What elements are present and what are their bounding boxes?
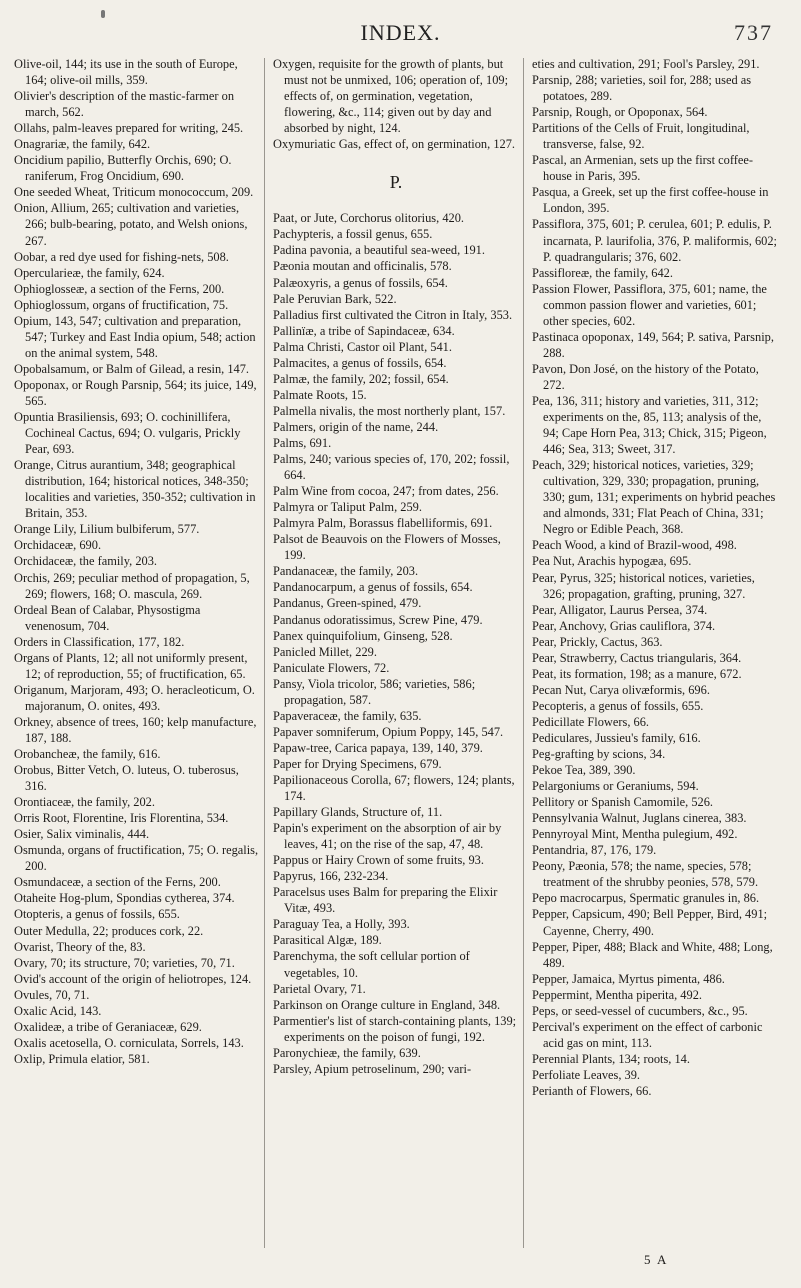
index-entry: Palmyra or Taliput Palm, 259. bbox=[273, 500, 422, 515]
section-letter: P. bbox=[389, 172, 403, 193]
index-entry: Pear, Anchovy, Grias cauliflora, 374. bbox=[532, 618, 716, 633]
index-entry: Pappus or Hairy Crown of some fruits, 93. bbox=[273, 853, 484, 868]
index-entry: Oxalideæ, a tribe of Geraniaceæ, 629. bbox=[14, 1019, 202, 1034]
index-entry: Perennial Plants, 134; roots, 14. bbox=[532, 1051, 690, 1066]
index-column-1 bbox=[14, 56, 260, 1067]
index-entry: Oxalic Acid, 143. bbox=[14, 1003, 102, 1018]
index-entry: Pear, Prickly, Cactus, 363. bbox=[532, 634, 663, 649]
index-entry: Ovary, 70; its structure, 70; varieties, 70, 71. bbox=[14, 955, 235, 970]
index-entry: Ovid's account of the origin of heliotropes, 124. bbox=[14, 971, 252, 986]
index-entry: Ovarist, Theory of the, 83. bbox=[14, 939, 146, 954]
index-entry: Palmate Roots, 15. bbox=[273, 387, 367, 402]
index-entry: Pandanus odoratissimus, Screw Pine, 479. bbox=[273, 612, 483, 627]
index-entry: Oxalis acetosella, O. corniculata, Sorrels, 143. bbox=[14, 1035, 244, 1050]
index-entry: Parenchyma, the soft cellular portion of vegetables, 10. bbox=[273, 949, 470, 980]
index-entry: Ophioglosseæ, a section of the Ferns, 200. bbox=[14, 281, 225, 296]
printer-signature: 5 A bbox=[644, 1252, 669, 1267]
index-entry: Onagrariæ, the family, 642. bbox=[14, 137, 151, 152]
index-entry: Ollahs, palm-leaves prepared for writing, 245. bbox=[14, 121, 244, 136]
index-entry: Pekoe Tea, 389, 390. bbox=[532, 763, 636, 778]
index-entry: Palma Christi, Castor oil Plant, 541. bbox=[273, 339, 452, 354]
index-entry: Palæoxyris, a genus of fossils, 654. bbox=[273, 275, 448, 290]
index-entry: Palladius first cultivated the Citron in Italy, 353. bbox=[273, 307, 513, 322]
index-entry: Pandanaceæ, the family, 203. bbox=[273, 564, 419, 579]
index-entry: Orchis, 269; peculiar method of propagation, 5, 269; flowers, 168; O. mascula, 269. bbox=[14, 570, 250, 601]
index-column-2-top bbox=[273, 56, 519, 152]
column-divider bbox=[264, 58, 265, 1248]
index-entry: Palms, 691. bbox=[273, 435, 332, 450]
index-entry: Opobalsamum, or Balm of Gilead, a resin, 147. bbox=[14, 361, 250, 376]
index-entry: Pellitory or Spanish Camomile, 526. bbox=[532, 795, 714, 810]
index-entry: Paracelsus uses Balm for preparing the Elixir Vitæ, 493. bbox=[273, 885, 498, 916]
index-entry: Orris Root, Florentine, Iris Florentina, 534. bbox=[14, 811, 229, 826]
index-entry: Passifloreæ, the family, 642. bbox=[532, 265, 673, 280]
index-entry: Pandanus, Green-spined, 479. bbox=[273, 596, 422, 611]
index-entry: Origanum, Marjoram, 493; O. heracleoticum, O. majoranum, O. onites, 493. bbox=[14, 682, 255, 713]
index-entry: Pepper, Jamaica, Myrtus pimenta, 486. bbox=[532, 971, 725, 986]
index-entry: Parkinson on Orange culture in England, 348. bbox=[273, 997, 501, 1012]
index-entry: Pepper, Piper, 488; Black and White, 488; Long, 489. bbox=[532, 939, 773, 970]
index-entry: Orobus, Bitter Vetch, O. luteus, O. tuberosus, 316. bbox=[14, 763, 239, 794]
index-entry: Pear, Pyrus, 325; historical notices, varieties, 326; propagation, grafting, pruning, 327. bbox=[532, 570, 755, 601]
index-entry: Pea, 136, 311; history and varieties, 311, 312; experiments on the, 85, 113; analysis of the, 94; Cape Horn Pea, 313; Chick, 315; Pigeon, 446; Sea, 313; Sweet, 317. bbox=[532, 393, 767, 457]
index-column-3 bbox=[532, 56, 778, 1099]
index-entry: Peat, its formation, 198; as a manure, 672. bbox=[532, 666, 742, 681]
index-entry: Pavon, Don José, on the history of the Potato, 272. bbox=[532, 361, 759, 392]
index-entry: Paper for Drying Specimens, 679. bbox=[273, 756, 442, 771]
index-entry: Passiflora, 375, 601; P. cerulea, 601; P. edulis, P. incarnata, P. laurifolia, 376, P. maliformis, 602; P. quadrangularis; 376, 602. bbox=[532, 217, 778, 264]
index-entry: Perianth of Flowers, 66. bbox=[532, 1084, 652, 1098]
index-entry: Pedicillate Flowers, 66. bbox=[532, 714, 650, 729]
index-entry: Passion Flower, Passiflora, 375, 601; name, the common passion flower and varieties, 601; other species, 602. bbox=[532, 281, 767, 328]
index-entry: Otopteris, a genus of fossils, 655. bbox=[14, 907, 180, 922]
index-entry: Ordeal Bean of Calabar, Physostigma venenosum, 704. bbox=[14, 602, 201, 633]
page-number: 737 bbox=[734, 20, 773, 45]
index-entry: Osmundaceæ, a section of the Ferns, 200. bbox=[14, 875, 221, 890]
index-entry: Paronychieæ, the family, 639. bbox=[273, 1045, 421, 1060]
index-entry: Papin's experiment on the absorption of air by leaves, 41; on the rise of the sap, 47, 48. bbox=[273, 821, 502, 852]
index-entry: Osmunda, organs of fructification, 75; O. regalis, 200. bbox=[14, 843, 259, 874]
index-entry: eties and cultivation, 291; Fool's Parsley, 291. bbox=[532, 57, 760, 71]
index-entry: Organs of Plants, 12; all not uniformly present, 12; of reproduction, 55; of fructification, 65. bbox=[14, 650, 248, 681]
index-entry: Palms, 240; various species of, 170, 202; fossil, 664. bbox=[273, 452, 510, 483]
index-entry: Papillary Glands, Structure of, 11. bbox=[273, 805, 443, 820]
index-entry: Palmella nivalis, the most northerly plant, 157. bbox=[273, 403, 506, 418]
index-entry: Oobar, a red dye used for fishing-nets, 508. bbox=[14, 249, 229, 264]
index-entry: Padina pavonia, a beautiful sea-weed, 191. bbox=[273, 243, 485, 258]
index-entry: Paniculate Flowers, 72. bbox=[273, 660, 390, 675]
index-entry: Pale Peruvian Bark, 522. bbox=[273, 291, 397, 306]
index-entry: Percival's experiment on the effect of carbonic acid gas on mint, 113. bbox=[532, 1019, 763, 1050]
index-entry: Otaheite Hog-plum, Spondias cytherea, 374. bbox=[14, 891, 235, 906]
index-entry: Palmers, origin of the name, 244. bbox=[273, 419, 439, 434]
index-entry: Peps, or seed-vessel of cucumbers, &c., 95. bbox=[532, 1003, 748, 1018]
index-entry: Pachypteris, a fossil genus, 655. bbox=[273, 227, 433, 242]
index-entry: Pascal, an Armenian, sets up the first coffee-house in Paris, 395. bbox=[532, 153, 754, 184]
index-entry: Palsot de Beauvois on the Flowers of Mosses, 199. bbox=[273, 532, 501, 563]
index-entry: Oncidium papilio, Butterfly Orchis, 690; O. raniferum, Frog Oncidium, 690. bbox=[14, 153, 232, 184]
index-entry: Pear, Alligator, Laurus Persea, 374. bbox=[532, 602, 708, 617]
index-entry: Orders in Classification, 177, 182. bbox=[14, 634, 185, 649]
index-entry: Oxymuriatic Gas, effect of, on germination, 127. bbox=[273, 137, 516, 152]
index-entry: Olivier's description of the mastic-farmer on march, 562. bbox=[14, 89, 235, 120]
index-entry: Palmacites, a genus of fossils, 654. bbox=[273, 355, 447, 370]
index-entry: Pecopteris, a genus of fossils, 655. bbox=[532, 698, 704, 713]
index-entry: Peach, 329; historical notices, varieties, 329; cultivation, 329, 330; propagation, pruning, 330; gum, 131; experiments on hybrid peaches and almonds, 331; Flat Peach of China, 331; Negro or Edible Peach, 368. bbox=[532, 458, 776, 537]
index-entry: Peg-grafting by scions, 34. bbox=[532, 747, 666, 762]
index-entry: Pepo macrocarpus, Spermatic granules in, 86. bbox=[532, 891, 760, 906]
page-title: INDEX. bbox=[360, 20, 441, 45]
index-entry: Orobancheæ, the family, 616. bbox=[14, 747, 161, 762]
index-entry: Opercularieæ, the family, 624. bbox=[14, 265, 165, 280]
index-entry: Parsnip, 288; varieties, soil for, 288; used as potatoes, 289. bbox=[532, 73, 752, 104]
index-entry: Orchidaceæ, 690. bbox=[14, 538, 102, 553]
index-entry: Pennyroyal Mint, Mentha pulegium, 492. bbox=[532, 827, 738, 842]
index-entry: Oxygen, requisite for the growth of plants, but must not be unmixed, 106; operation of, 109; effects of, on germination, vegetation, flowering, &c., 114; given out by day and absorbed by night, 124. bbox=[273, 57, 509, 136]
index-entry: Peppermint, Mentha piperita, 492. bbox=[532, 987, 702, 1002]
index-entry: Papyrus, 166, 232-234. bbox=[273, 869, 389, 884]
index-column-2-bottom bbox=[273, 210, 519, 1077]
index-entry: Parsnip, Rough, or Opoponax, 564. bbox=[532, 105, 708, 120]
index-entry: Papaveraceæ, the family, 635. bbox=[273, 708, 422, 723]
index-entry: Orange, Citrus aurantium, 348; geographical distribution, 164; historical notices, 348-350; localities and varieties, 350-352; cultivation in Britain, 353. bbox=[14, 458, 256, 521]
index-entry: Partitions of the Cells of Fruit, longitudinal, transverse, false, 92. bbox=[532, 121, 750, 152]
index-entry: One seeded Wheat, Triticum monococcum, 209. bbox=[14, 185, 254, 200]
index-entry: Osier, Salix viminalis, 444. bbox=[14, 827, 150, 842]
index-entry: Pecan Nut, Carya olivæformis, 696. bbox=[532, 682, 710, 697]
index-entry: Pelargoniums or Geraniums, 594. bbox=[532, 779, 699, 794]
index-entry: Opoponax, or Rough Parsnip, 564; its juice, 149, 565. bbox=[14, 377, 257, 408]
index-entry: Papaw-tree, Carica papaya, 139, 140, 379. bbox=[273, 740, 483, 755]
index-entry: Palmæ, the family, 202; fossil, 654. bbox=[273, 371, 449, 386]
column-divider bbox=[523, 58, 524, 1248]
index-entry: Paat, or Jute, Corchorus olitorius, 420. bbox=[273, 211, 465, 226]
index-entry: Palm Wine from cocoa, 247; from dates, 256. bbox=[273, 484, 499, 499]
index-entry: Orange Lily, Lilium bulbiferum, 577. bbox=[14, 522, 200, 537]
index-entry: Panicled Millet, 229. bbox=[273, 644, 377, 659]
index-entry: Pallinïæ, a tribe of Sapindaceæ, 634. bbox=[273, 323, 455, 338]
index-entry: Olive-oil, 144; its use in the south of Europe, 164; olive-oil mills, 359. bbox=[14, 57, 238, 88]
index-entry: Papilionaceous Corolla, 67; flowers, 124; plants, 174. bbox=[273, 772, 515, 804]
index-entry: Parasitical Algæ, 189. bbox=[273, 933, 382, 948]
index-entry: Perfoliate Leaves, 39. bbox=[532, 1067, 641, 1082]
index-entry: Outer Medulla, 22; produces cork, 22. bbox=[14, 923, 204, 938]
index-entry: Pea Nut, Arachis hypogæa, 695. bbox=[532, 554, 692, 569]
index-entry: Peony, Pæonia, 578; the name, species, 578; treatment of the shrubby peonies, 578, 579. bbox=[532, 859, 759, 890]
index-entry: Orchidaceæ, the family, 203. bbox=[14, 554, 158, 569]
index-entry: Parsley, Apium petroselinum, 290; vari- bbox=[273, 1061, 472, 1076]
index-entry: Pennsylvania Walnut, Juglans cinerea, 383. bbox=[532, 811, 747, 826]
index-column-2 bbox=[273, 56, 519, 1077]
index-entry: Pediculares, Jussieu's family, 616. bbox=[532, 730, 701, 745]
index-entry: Pentandria, 87, 176, 179. bbox=[532, 843, 657, 858]
index-entry: Palmyra Palm, Borassus flabelliformis, 691. bbox=[273, 516, 493, 531]
index-entry: Peach Wood, a kind of Brazil-wood, 498. bbox=[532, 538, 737, 553]
index-entry: Panex quinquifolium, Ginseng, 528. bbox=[273, 628, 453, 643]
index-entry: Pear, Strawberry, Cactus triangularis, 364. bbox=[532, 650, 742, 665]
page-edge-mark bbox=[101, 10, 105, 18]
index-entry: Oxlip, Primula elatior, 581. bbox=[14, 1051, 150, 1066]
index-entry: Ovules, 70, 71. bbox=[14, 987, 90, 1002]
index-entry: Paraguay Tea, a Holly, 393. bbox=[273, 917, 410, 932]
index-entry: Onion, Allium, 265; cultivation and varieties, 266; bulb-bearing, potato, and Welsh onions, 267. bbox=[14, 201, 248, 248]
index-entry: Pepper, Capsicum, 490; Bell Pepper, Bird, 491; Cayenne, Cherry, 490. bbox=[532, 907, 768, 938]
index-entry: Orkney, absence of trees, 160; kelp manufacture, 187, 188. bbox=[14, 714, 257, 745]
index-entry: Orontiaceæ, the family, 202. bbox=[14, 795, 155, 810]
index-entry: Opium, 143, 547; cultivation and preparation, 547; Turkey and East India opium, 548; action on the animal system, 548. bbox=[14, 313, 256, 360]
index-entry: Pæonia moutan and officinalis, 578. bbox=[273, 259, 452, 274]
index-entry: Ophioglossum, organs of fructification, 75. bbox=[14, 297, 229, 312]
index-entry: Pansy, Viola tricolor, 586; varieties, 586; propagation, 587. bbox=[273, 676, 476, 707]
index-entry: Pandanocarpum, a genus of fossils, 654. bbox=[273, 580, 473, 595]
index-entry: Pastinaca opoponax, 149, 564; P. sativa, Parsnip, 288. bbox=[532, 329, 774, 360]
index-entry: Opuntia Brasiliensis, 693; O. cochinillifera, Cochineal Cactus, 694; O. vulgaris, Prickly Pear, 693. bbox=[14, 410, 241, 457]
index-entry: Pasqua, a Greek, set up the first coffee-house in London, 395. bbox=[532, 185, 769, 216]
index-entry: Papaver somniferum, Opium Poppy, 145, 547. bbox=[273, 724, 504, 739]
index-entry: Parietal Ovary, 71. bbox=[273, 981, 366, 996]
index-entry: Parmentier's list of starch-containing plants, 139; experiments on the poison of fungi, 192. bbox=[273, 1013, 517, 1044]
